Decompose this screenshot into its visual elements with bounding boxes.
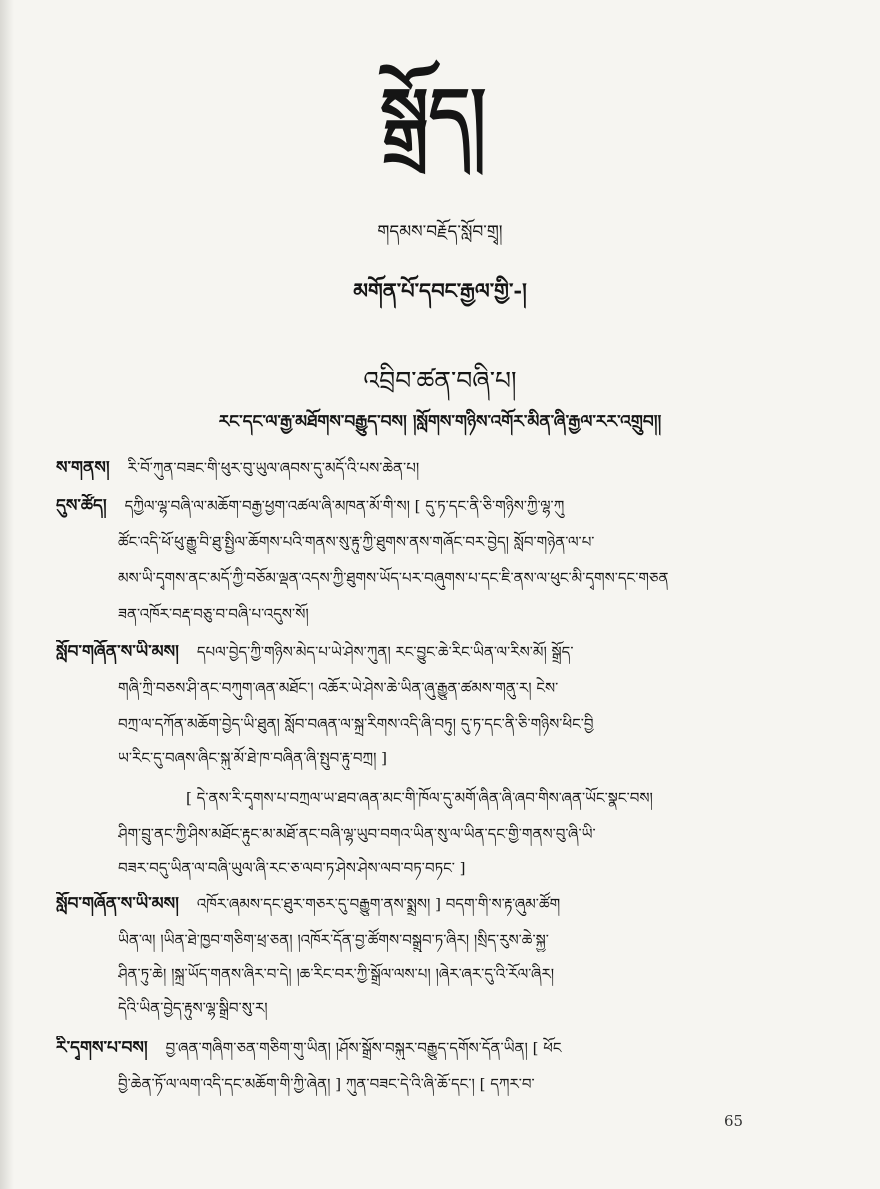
entry-text: གཞི་ཀྲི་བཅས་ཤི་ནང་བཀུག་ཞན་མཐོང་། འཆོར་ཡེ་ཤེས་ཆེ་ཡིན་ཞུ་རྒྱུན་ཚམས་གནུ་ར། ངེས་ — [118, 679, 559, 697]
subtitle-author: གདམས་བརྗོད་སློབ་གྲྭ། — [377, 222, 503, 242]
entry-text: དཔལ་བྱེད་ཀྱི་གཉིས་མེད་པ་ཡེ་ཤེས་ཀུན། རང་བྱུང་ཆེ་རིང་ཡིན་ལ་རིས་མོ། སྒྲོད་ — [196, 643, 574, 661]
entry-term: ས་གནས། — [56, 458, 110, 478]
subtitle-title: མགོན་པོ་དབང་རྒྱལ་གྱི་-། — [353, 278, 527, 303]
entry-text: ཡ་རིང་དུ་བཞས་ཞིང་སྐུ་མོ་ཐེ་ཁ་བཞིན་ཞི་སྤུབ་རྟུ་བཀྲ། ] — [118, 749, 388, 767]
page-number: 65 — [724, 1112, 744, 1130]
page-edge-shadow — [0, 0, 14, 1189]
section-intro: རང་དང་ལ་རྒྱ་མཐོགས་བརྒྱུད་བས། །སློགས་གཉིས་འགོར་མིན་ཞི་རྒྱལ་རར་འགྲུབ།། — [218, 412, 662, 432]
entry-text: འཁོར་ཞམས་དང་ཐུར་གཅར་དུ་བརྒྱུག་ནས་སྨྲས། ] བདག་གི་ས་རྟ་ཞུམ་ཚོག — [196, 895, 561, 913]
entry-term: དུས་ཚོད། — [56, 496, 107, 516]
entry-text: ཤིན་ཏུ་ཆེ། །སྐྲ་ཡོད་གནས་ཞིར་བ་དེ། །ཆ་རིང་བར་ཀྱི་སྒྲོལ་ལས་པ། །ཞེར་ཞར་དུ་འི་རོལ་ཞིར། — [118, 965, 555, 983]
entry-text: [ དེ་ནས་རི་དྭགས་པ་བཀྲལ་ཡ་ཐབ་ཞན་མང་གི་ཁོལ་དུ་མགོ་ཞིན་ཞི་ཞབ་གིས་ཞན་ཡོང་སྣང་བས། — [186, 789, 653, 807]
entry-line — [56, 640, 856, 664]
entry-text: དེའི་ཡིན་བྱེད་རྟུས་ལྷ་སྒྲིབ་སུ་ར། — [118, 999, 268, 1017]
entry-text: དཀྱིལ་ལྷ་བཞི་ལ་མཆོག་བརྒྱ་ཕྱག་འཚལ་ཞི་མཁན་མོ་གི་ས། [ དུ་ཏ་དང་ནི་ཅི་གཉིས་ཀྱི་ལྷ་ཀུ — [124, 497, 565, 515]
entry-text: རི་བོ་ཀུན་བཟང་གི་ཕུར་བུ་ཡུལ་ཞབས་དུ་མདོ་འི་པས་ཆེན་པ། — [127, 459, 420, 477]
section-title: འབྲིབ་ཚན་བཞི་པ། — [363, 366, 517, 395]
entry-term: རི་དྭགས་པ་བས། — [56, 1038, 148, 1058]
entry-line — [56, 1036, 856, 1060]
page-heading: སྒྲོད། — [380, 71, 487, 156]
entry-text: བྱི་ཆེན་ཏོ་ལ་ལག་འདི་དང་མཆོག་གི་ཀྱི་ཞེན། ] ཀུན་བཟང་དེ་འི་ཞི་ཆོ་དང་། [ དཀར་བ་ — [118, 1075, 535, 1093]
entry-text: ཚོང་འདི་ཕོ་ཕུ་རྒྱུ་བི་ཐུ་སྤྱིལ་ཆོགས་པའི་གནས་སུ་རྟུ་ཀྱི་ཐུགས་ནས་གཞོང་བར་བྱེད། སློབ་གཉེན་ལ་པ་ — [118, 533, 595, 551]
entry-text: ཡིན་ལ། །ཡིན་ཐེ་ཁྱབ་གཅིག་ཕྲ་ཅན། །འཁོར་དོན་བྱ་ཚོགས་བསྒྲུབ་ཏ་ཞིར། །སྲིད་རུས་ཆེ་སྐྱ་ — [118, 931, 549, 949]
entry-text: མས་ཡི་དྭགས་ནང་མདོ་ཀྱི་བཅོམ་ལྡན་འདས་ཀྱི་ཐུགས་ཡོད་པར་བཞུགས་པ་དང་ཇི་ནས་ལ་ཕུང་མི་དྭགས་དང་གཅན — [118, 569, 669, 587]
entry-text: ཤིག་བྲུ་ནང་ཀྱི་ཤིས་མཐོང་རྟུང་མ་མཐོ་ནང་བཞི་ལྷ་ཡུབ་བགའ་ཡིན་སུ་ལ་ཡིན་དང་གྱི་གནས་བུ་ཞི་ཡི་ — [118, 825, 596, 843]
entry-text: བཀྲ་ལ་དཀོན་མཆོག་བྱེད་ཡི་ཐུན། སློབ་བཞན་ལ་སྐྲ་རིགས་འདི་ཞི་བཏུ། དུ་ཏ་དང་ནི་ཅི་གཉིས་ཕིང་བྱི — [118, 715, 594, 733]
entry-line — [56, 892, 856, 916]
entry-term: སློབ་གཞོན་ས་ཡི་མས། — [56, 894, 179, 914]
entry-text: བྱ་ཞན་གཞིག་ཅན་གཅིག་གུ་ཡིན། །ཤོས་སྒྲོས་བསྐུར་བརྒྱུད་དགོས་དོན་ཡིན། [ ཕོང — [165, 1039, 562, 1057]
entry-line — [56, 494, 856, 518]
entry-text: ཟན་འཁོར་བརྡ་བཅུ་བ་བཞི་པ་འདུས་སོ། — [118, 605, 309, 623]
entry-line — [56, 456, 856, 480]
entry-text: བཟར་བདུ་ཡིན་ལ་བཞི་ཡུལ་ཞི་རང་ཅ་ལབ་ཏ་ཤེས་ཤེས་ལབ་བཏ་བཏང་ ] — [118, 859, 466, 877]
entry-term: སློབ་གཞོན་ས་ཡི་མས། — [56, 642, 179, 662]
